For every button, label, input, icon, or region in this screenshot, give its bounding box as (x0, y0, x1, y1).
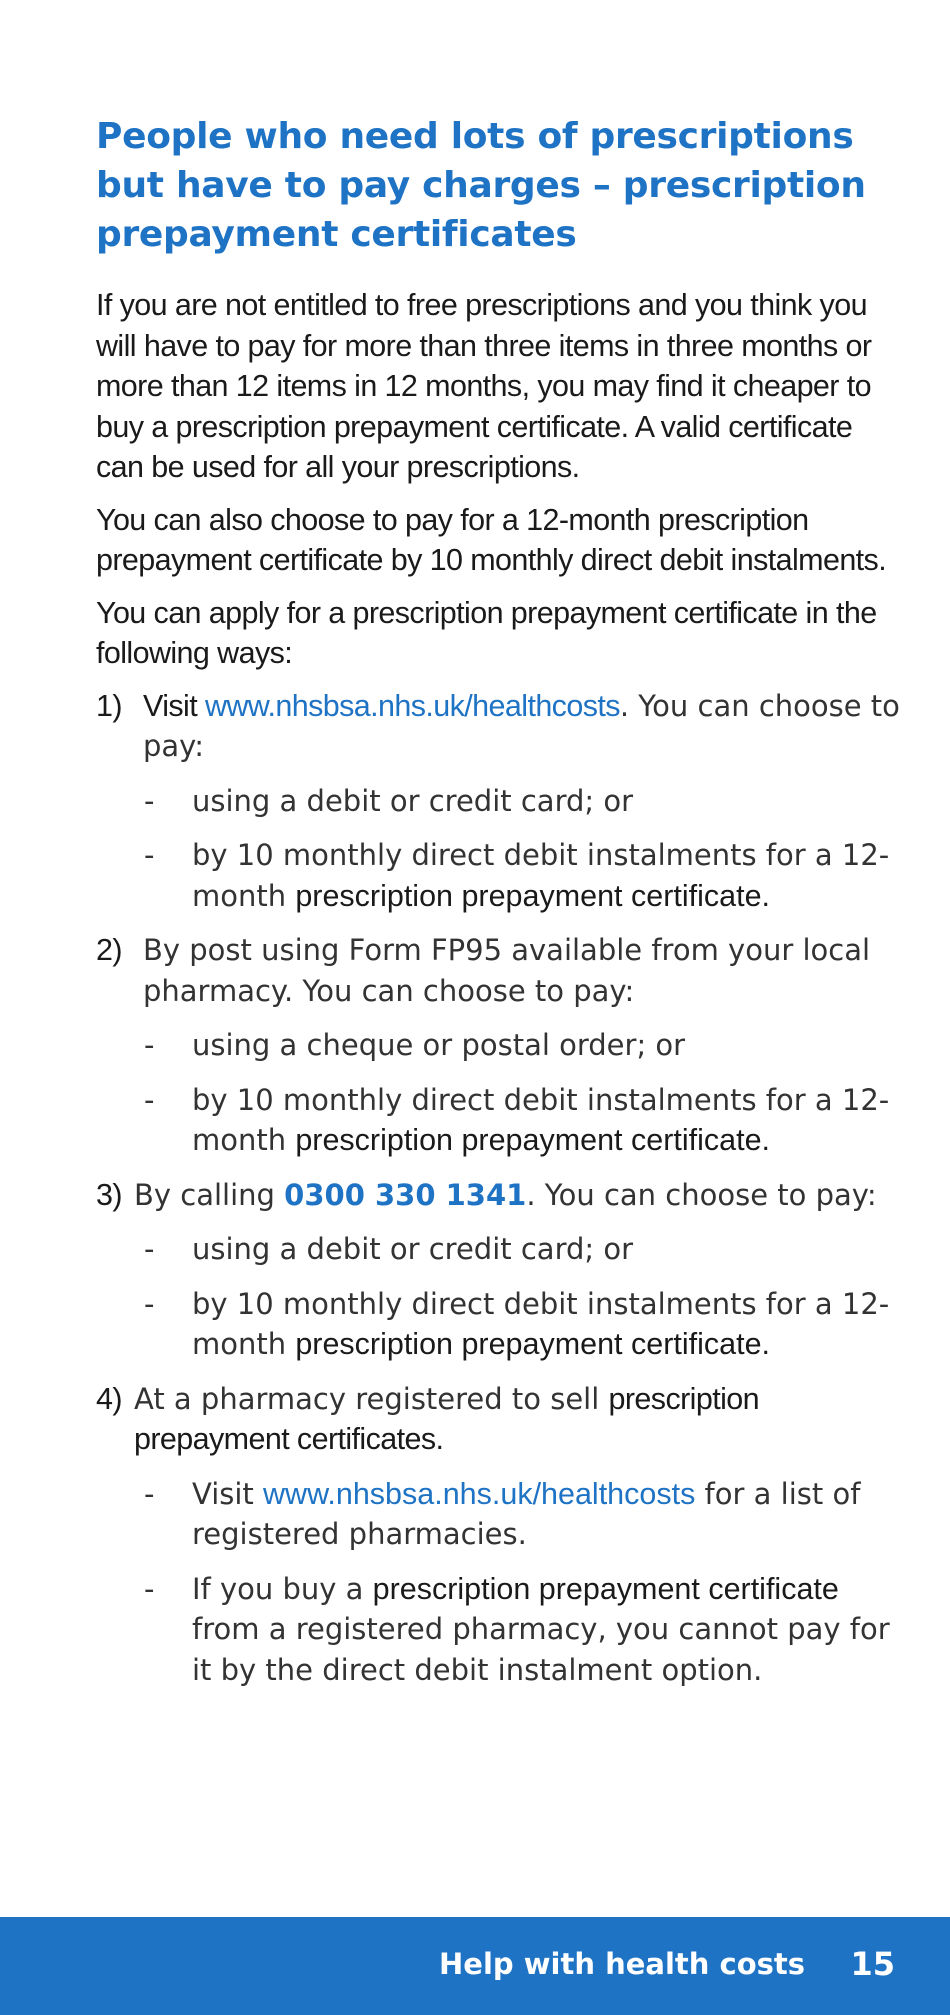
intro-paragraph-1: If you are not entitled to free prescriptions and you think you will have to pay for more than three items in three months or more than 12 items in 12 months, you may find it cheaper to buy a prescription prepayment certificate. A valid certificate can be used for all your prescriptions. (96, 288, 872, 484)
sub-item: - Visit www.nhsbsa.nhs.uk/healthcosts for a list of registered pharmacies. (96, 1474, 906, 1555)
healthcosts-link[interactable]: www.nhsbsa.nhs.uk/healthcosts (263, 1476, 696, 1511)
list-number: 3) (96, 1177, 122, 1212)
healthcosts-link[interactable]: www.nhsbsa.nhs.uk/healthcosts (204, 688, 620, 723)
sub-item: - If you buy a prescription prepayment certificate from a registered pharmacy, you cannot pay for it by the direct debit instalment option. (96, 1569, 906, 1691)
sub-item: - by 10 monthly direct debit instalments for a 12-month prescription prepayment certificate. (96, 835, 906, 916)
section-heading: People who need lots of prescriptions but have to pay charges – prescription prepayment certificates (96, 116, 866, 255)
list-number: 2) (96, 933, 122, 967)
sub-item: - using a debit or credit card; or (96, 781, 906, 822)
phone-number-link[interactable]: 0300 330 1341 (284, 1177, 527, 1212)
list-item-2: 2) By post using Form FP95 available from your local pharmacy. You can choose to pay: (96, 930, 906, 1011)
footer-title: Help with health costs (439, 1947, 805, 1981)
dash-bullet: - (144, 1232, 155, 1266)
intro-paragraph-2: You can also choose to pay for a 12-month prescription prepayment certificate by 10 monthly direct debit instalments. (96, 502, 887, 577)
dash-bullet: - (144, 1571, 155, 1606)
sub-item: - by 10 monthly direct debit instalments for a 12-month prescription prepayment certificate. (96, 1284, 906, 1365)
intro-paragraph-3: You can apply for a prescription prepayment certificate in the following ways: (96, 595, 877, 670)
list-number: 1) (96, 688, 122, 723)
footer-bar (0, 1917, 950, 2015)
list-item-4: 4) At a pharmacy registered to sell prescription prepayment certificates. (96, 1379, 906, 1460)
sub-item: - using a cheque or postal order; or (96, 1025, 906, 1066)
dash-bullet: - (144, 1028, 155, 1062)
page-content (96, 112, 906, 1704)
dash-bullet: - (144, 783, 155, 818)
sub-item: - using a debit or credit card; or (96, 1229, 906, 1270)
dash-bullet: - (144, 838, 155, 872)
list-number: 4) (96, 1381, 122, 1416)
dash-bullet: - (144, 1286, 155, 1321)
dash-bullet: - (144, 1082, 155, 1117)
sub-item: - by 10 monthly direct debit instalments for a 12-month prescription prepayment certificate. (96, 1080, 906, 1161)
dash-bullet: - (144, 1476, 155, 1511)
page-number: 15 (850, 1945, 895, 1983)
list-item-1: 1) Visit www.nhsbsa.nhs.uk/healthcosts. You can choose to pay: (96, 686, 906, 767)
list-item-3: 3) By calling 0300 330 1341. You can choose to pay: (96, 1175, 906, 1216)
